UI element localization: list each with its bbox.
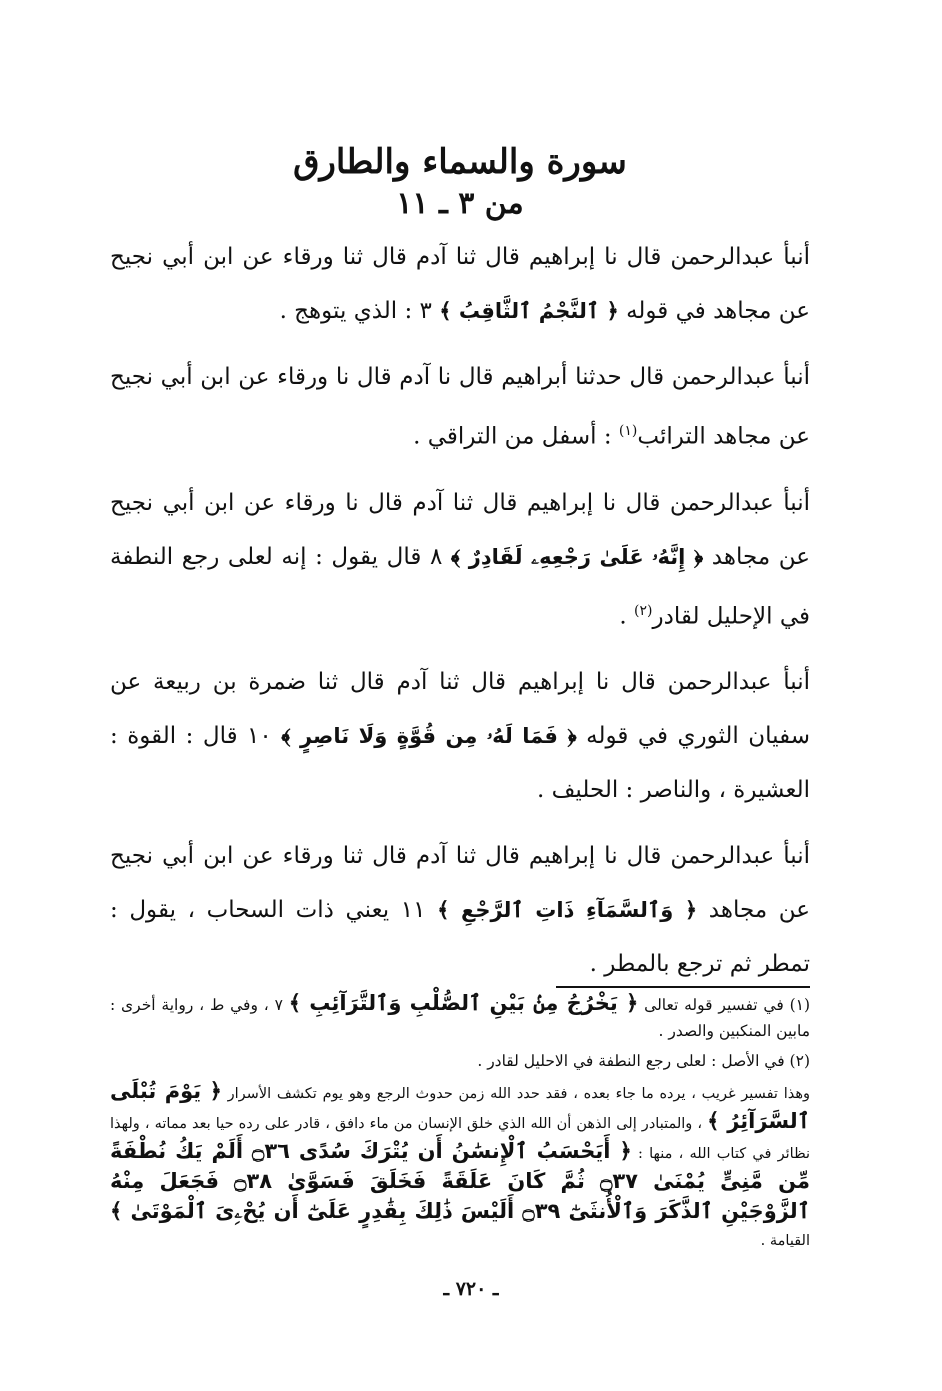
footnotes	[110, 990, 810, 1255]
paragraph-1	[110, 230, 810, 338]
footnote-text: (١) في تفسير قوله تعالى	[638, 996, 811, 1014]
quran-verse: ﴿ أَيَحْسَبُ ٱلْإِنسَٰنُ أَن يُتْرَكَ سُدًى ۝٣٦ أَلَمْ يَكُ نُطْفَةً مِّن مَّنِىٍّ يُمْنَىٰ ۝٣٧ ثُمَّ كَانَ عَلَقَةً فَخَلَقَ فَسَوَّىٰ ۝٣٨ فَجَعَلَ مِنْهُ ٱلزَّوْجَيْنِ ٱلذَّكَرَ وَٱلْأُنثَىٰٓ ۝٣٩ أَلَيْسَ ذَٰلِكَ بِقَٰدِرٍ عَلَىٰٓ أَن يُحْۦِىَ ٱلْمَوْتَىٰ ﴾	[110, 1139, 811, 1223]
footnote-text: القيامة .	[760, 1233, 810, 1249]
page-number: ـ ٧٢٠ ـ	[443, 1278, 499, 1300]
paragraph-text: ٣ : الذي يتوهج .	[279, 298, 440, 324]
footnote-ref: (١)	[618, 423, 638, 439]
page-title: سورة والسماء والطارق	[293, 142, 627, 182]
quran-verse: ﴿ ٱلنَّجْمُ ٱلثَّاقِبُ ﴾	[439, 299, 619, 323]
paragraph-2	[110, 350, 810, 464]
quran-verse: ﴿ وَٱلسَّمَآءِ ذَاتِ ٱلرَّجْعِ ﴾	[437, 898, 698, 923]
footnote-1	[110, 990, 810, 1044]
paragraph-text: أنبأ عبدالرحمن قال نا إبراهيم قال ثنا آدم قال ثنا ورقاء عن ابن أبي نجيح عن مجاهد	[110, 843, 811, 924]
quran-verse: ﴿ إِنَّهُۥ عَلَىٰ رَجْعِهِۦ لَقَادِرٌ ﴾	[450, 544, 704, 569]
paragraph-text: : أسفل من التراقي .	[413, 423, 619, 450]
footnote-divider	[556, 986, 810, 988]
main-text	[110, 140, 810, 1003]
footnote-text: وهذا تفسير غريب ، يرده ما جاء بعده ، فقد حدد الله زمن حدوث الرجع وهو يوم تكشف الأسرار	[221, 1086, 810, 1102]
footnote-2-comment	[110, 1078, 810, 1255]
paragraph-text: أنبأ عبدالرحمن قال نا إبراهيم قال ثنا آدم قال ثنا ورقاء عن ابن أبي نجيح عن مجاهد في قوله	[110, 244, 810, 324]
footnote-2: (٢) في الأصل : لعلى رجع النطفة في الاحليل لقادر .	[477, 1052, 810, 1070]
paragraph-4	[110, 655, 810, 817]
quran-verse: ﴿ يَخْرُجُ مِنۢ بَيْنِ ٱلصُّلْبِ وَٱلتَّرَآئِبِ ﴾	[288, 991, 639, 1015]
quran-verse: ﴿ يَوْمَ تُبْلَى ٱلسَّرَآئِرُ ﴾	[110, 1079, 810, 1133]
paragraph-text: أنبأ عبدالرحمن قال حدثنا أبراهيم قال نا آدم قال نا ورقاء عن ابن أبي نجيح عن مجاهد الترائب	[110, 364, 810, 450]
paragraph-3	[110, 476, 810, 644]
footnote-text: ٧ ، وفي ط ، رواية أخرى : مابين المنكبين والصدر .	[110, 996, 810, 1040]
paragraph-text: .	[619, 603, 635, 630]
paragraph-text: ١١ يعني ذات السحاب ، يقول : تمطر ثم ترجع بالمطر .	[110, 897, 810, 978]
footnote-ref: (٢)	[634, 602, 653, 619]
paragraph-5	[110, 829, 810, 991]
paragraph-text: ٨ قال يقول : إنه لعلى رجع النطفة في الإحليل لقادر	[110, 543, 810, 630]
page-subtitle: من ٣ ـ ١١	[396, 186, 524, 221]
footnote-text: ، والمتبادر إلى الذهن أن الله الذي خلق الإنسان من ماء دافق ، قادر على رده حيا بعد مماته ، ولهذا نظائر في كتاب الله ، منها :	[110, 1116, 810, 1162]
quran-verse: ﴿ فَمَا لَهُۥ مِن قُوَّةٍ وَلَا نَاصِرٍ ﴾	[281, 724, 577, 749]
paragraph-text: أنبأ عبدالرحمن قال نا إبراهيم قال ثنا آدم قال نا ورقاء عن ابن أبي نجيح عن مجاهد	[110, 489, 810, 570]
paragraph-text: ١٠ قال : القوة : العشيرة ، والناصر : الحليف .	[110, 723, 810, 804]
paragraph-text: أنبأ عبدالرحمن قال نا إبراهيم قال ثنا آدم قال ثنا ضمرة بن ربيعة عن سفيان الثوري في قوله	[110, 669, 810, 750]
